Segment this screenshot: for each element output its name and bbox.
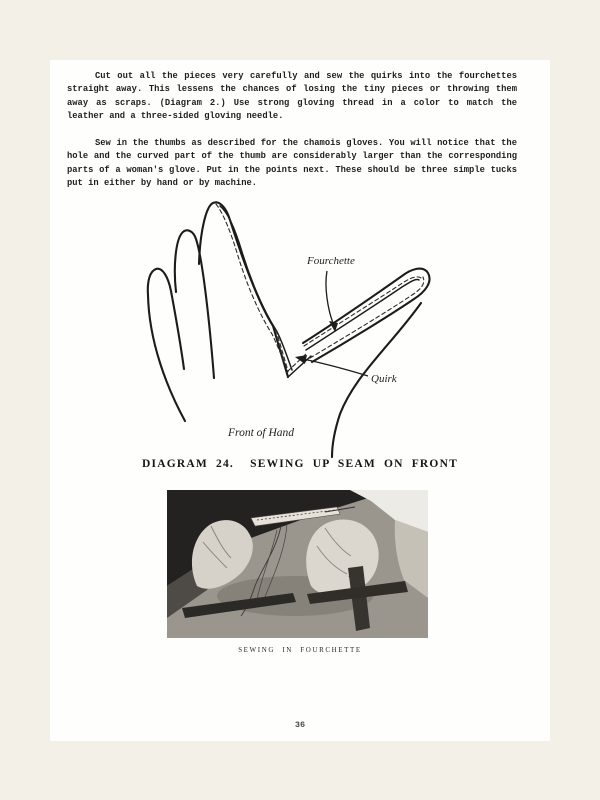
page-number: 36 [294,720,306,730]
paragraph-line: hole and the curved part of the thumb are considerably larger than the corresponding [67,151,517,162]
hand-diagram [140,192,470,458]
quirk-label: Quirk [371,373,397,385]
seam-stitch-dashes [304,277,422,346]
paragraph-line: Sew in the thumbs as described for the chamois gloves. You will notice that the [95,138,517,148]
paragraph-line: away as scraps. (Diagram 2.) Use strong gloving thread in a color to match the [67,97,517,108]
sewing-photo-illustration-icon [167,490,428,638]
hand-drawing-icon [140,192,470,458]
fourchette-label: Fourchette [307,255,355,267]
book-page [50,60,550,741]
ring-finger-outline [175,230,214,378]
paragraph-line: Cut out all the pieces very carefully and sew the quirks into the fourchettes [95,71,517,81]
fourchette-arrow [326,271,333,323]
diagram-caption: DIAGRAM 24. SEWING UP SEAM ON FRONT [142,458,458,470]
fourchette-strip-edge [306,279,419,350]
seam-stitch-dashes [310,277,424,358]
quirk-arrow [303,359,368,376]
fourchette-strip-edge [220,206,292,370]
quirk-arrowhead [295,355,307,364]
front-of-hand-label: Front of Hand [228,427,295,439]
pinky-finger-outline [148,269,185,421]
paragraph-sew-in-thumbs [67,137,517,191]
paragraph-line: parts of a woman's glove. Put in the points next. These should be three simple tucks [67,164,517,175]
sewing-photograph [167,490,428,638]
paragraph-line: put in either by hand or by machine. [67,178,258,189]
paragraph-line: leather and a three-sided gloving needle. [67,111,284,122]
paragraph-cut-out-pieces [67,70,517,124]
paragraph-line: straight away. This lessens the chances of losing the tiny pieces or throwing them [67,84,517,95]
photo-caption: SEWING IN FOURCHETTE [238,646,362,654]
seam-stitch-dashes [216,204,288,372]
